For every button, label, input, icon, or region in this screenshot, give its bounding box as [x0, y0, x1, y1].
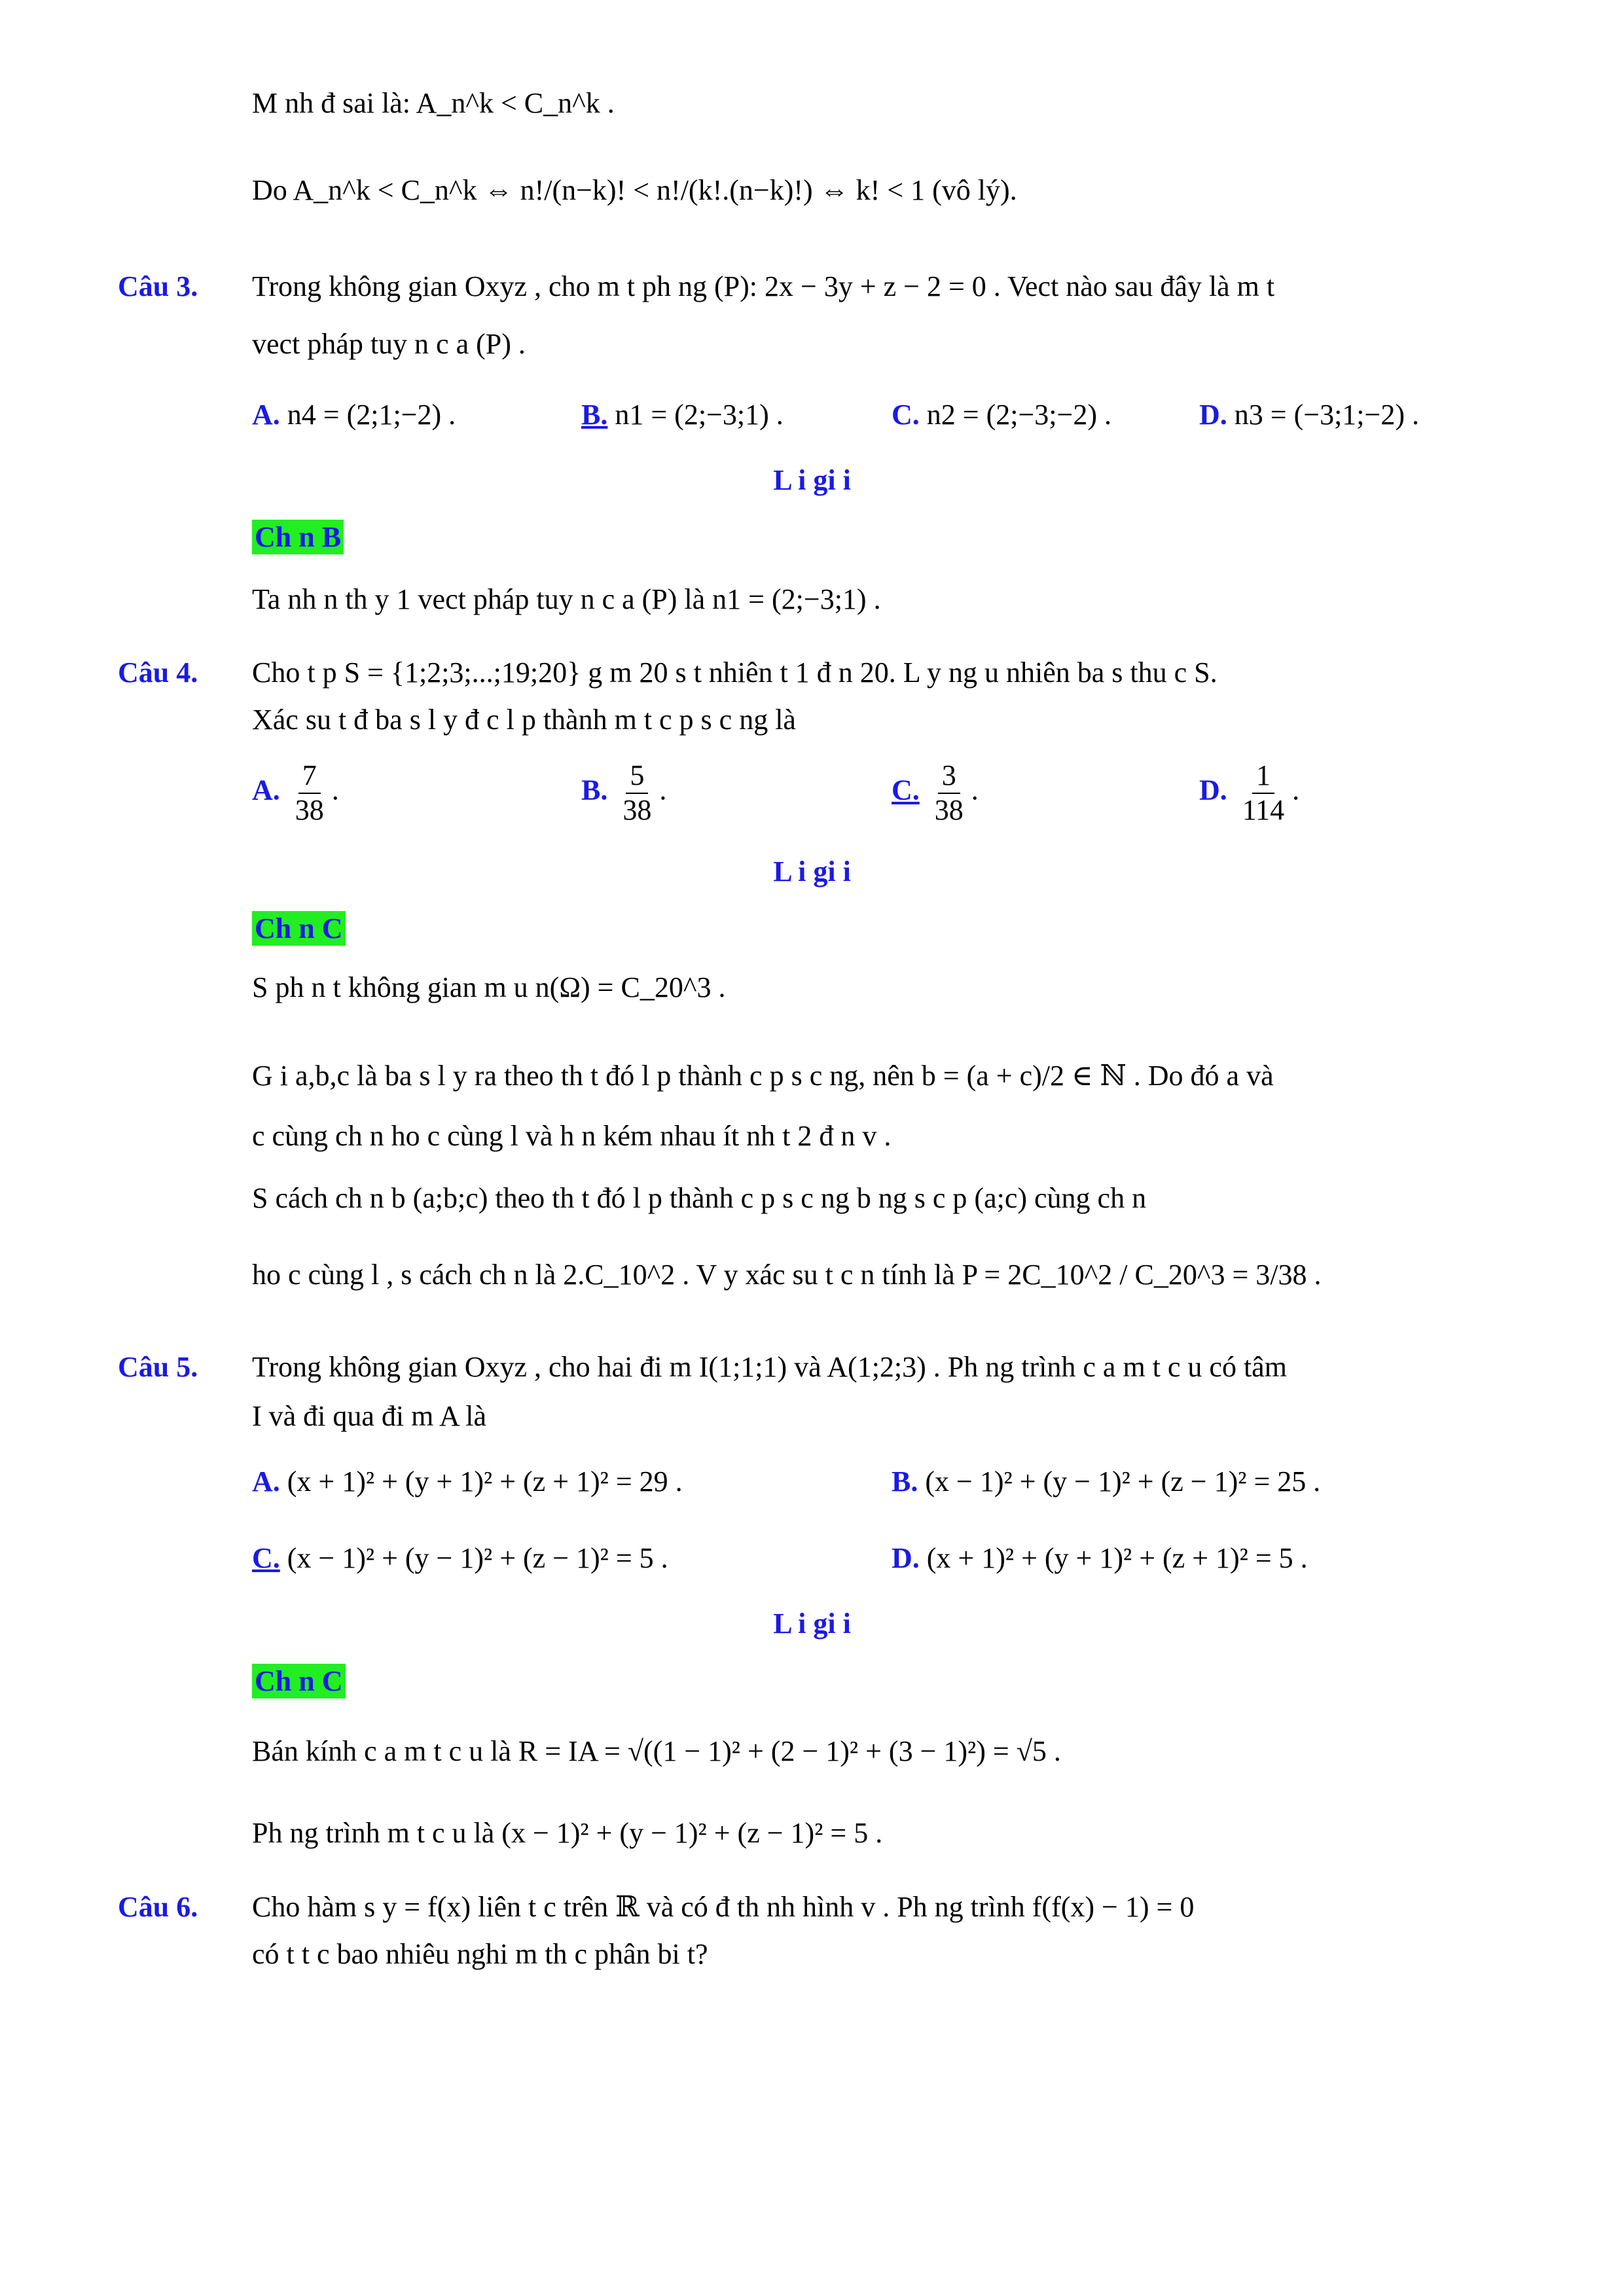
question-4-option-a: A. $\frac{7}{38}$ . [252, 759, 339, 826]
option-b-text: n1 = (2;−3;1) . [615, 399, 784, 431]
question-4-text-line-1: Cho t p S = {1;2;3;...;19;20} g m 20 s t nhiên t 1 đ n 20. L y ng u nhiên ba s thu c S. [252, 656, 1218, 689]
question-5-option-b [892, 1465, 1320, 1498]
solution-line: S cách ch n b (a;b;c) theo th t đó l p thành c p s c ng b ng s c p (a;c) cùng ch n [252, 1182, 1147, 1214]
solution-line: Ph ng trình m t c u là (x − 1)² + (y − 1)² + (z − 1)² = 5 . [252, 1817, 883, 1849]
solution-line: ho c cùng l , s cách ch n là 2.C_10^2 . V y xác su t c n tính là P = 2C_10^2 / C_20^3 = 3/38 . [252, 1259, 1322, 1291]
question-4-text-line-2: Xác su t đ ba s l y đ c l p thành m t c p s c ng là [252, 704, 796, 736]
question-6-label: Câu 6. [118, 1891, 198, 1923]
question-3-option-a [252, 398, 456, 431]
question-5-label: Câu 5. [118, 1351, 198, 1383]
option-d-label: D. [1199, 399, 1227, 431]
option-d-text: n3 = (−3;1;−2) . [1234, 399, 1419, 431]
question-5-option-a [252, 1465, 683, 1498]
option-c-label: C. [252, 1542, 280, 1574]
question-6-text-line-1: Cho hàm s y = f(x) liên t c trên ℝ và có đ th nh hình v . Ph ng trình f(f(x) − 1) = 0 [252, 1891, 1195, 1923]
option-c-text: (x − 1)² + (y − 1)² + (z − 1)² = 5 . [287, 1542, 668, 1574]
option-a-label: A. [252, 399, 280, 431]
question-3-option-d [1199, 398, 1419, 431]
option-b-text: (x − 1)² + (y − 1)² + (z − 1)² = 25 . [925, 1465, 1321, 1498]
option-d-label: D. [892, 1542, 920, 1574]
question-3-option-b [581, 398, 784, 431]
fraction: $\frac{1}{114}$ [1242, 759, 1285, 826]
question-5-text-line-1: Trong không gian Oxyz , cho hai đi m I(1;1;1) và A(1;2;3) . Ph ng trình c a m t c u có tâm [252, 1351, 1287, 1383]
option-a-label: A. [252, 1465, 280, 1498]
question-3-text-line-1: Trong không gian Oxyz , cho m t ph ng (P): 2x − 3y + z − 2 = 0 . Vect nào sau đây là m t [252, 270, 1275, 302]
question-5-text-line-2: I và đi qua đi m A là [252, 1400, 487, 1432]
solution-line: Ta nh n th y 1 vect pháp tuy n c a (P) là n1 = (2;−3;1) . [252, 583, 881, 615]
answer-tag: Ch n C [252, 1664, 346, 1698]
solution-heading: L i gi i [773, 1607, 851, 1640]
question-3-option-c [892, 398, 1111, 431]
solution-line: c cùng ch n ho c cùng l và h n kém nhau ít nh t 2 đ n v . [252, 1120, 892, 1152]
option-c-label: C. [892, 399, 920, 431]
option-a-text: n4 = (2;1;−2) . [287, 399, 456, 431]
option-c-label: C. [892, 774, 920, 806]
option-b-label: B. [581, 774, 608, 806]
question-4-option-d: D. $\frac{1}{114}$ . [1199, 759, 1300, 826]
question-6-text-line-2: có t t c bao nhiêu nghi m th c phân bi t? [252, 1938, 708, 1970]
option-a-label: A. [252, 774, 280, 806]
fraction: $\frac{7}{38}$ [295, 759, 324, 826]
proof-line: Do A_n^k < C_n^k ⇔ n!/(n−k)! < n!/(k!.(n−k)!) ⇔ k! < 1 (vô lý). [252, 174, 1017, 206]
question-5-option-d [892, 1541, 1308, 1575]
statement-line: M nh đ sai là: A_n^k < C_n^k . [252, 87, 615, 119]
fraction: $\frac{3}{38}$ [934, 759, 964, 826]
solution-line: Bán kính c a m t c u là R = IA = √((1 − 1)² + (2 − 1)² + (3 − 1)²) = √5 . [252, 1735, 1061, 1767]
question-3-text-line-2: vect pháp tuy n c a (P) . [252, 328, 526, 360]
answer-tag: Ch n C [252, 911, 346, 946]
fraction: $\frac{5}{38}$ [623, 759, 652, 826]
solution-heading: L i gi i [773, 855, 851, 888]
answer-tag: Ch n B [252, 520, 344, 554]
option-c-text: n2 = (2;−3;−2) . [926, 399, 1111, 431]
question-4-option-c: C. $\frac{3}{38}$ . [892, 759, 979, 826]
question-4-label: Câu 4. [118, 656, 198, 689]
option-d-text: (x + 1)² + (y + 1)² + (z + 1)² = 5 . [926, 1542, 1308, 1574]
option-b-label: B. [892, 1465, 918, 1498]
option-b-label: B. [581, 399, 608, 431]
question-4-option-b: B. $\frac{5}{38}$ . [581, 759, 667, 826]
option-a-text: (x + 1)² + (y + 1)² + (z + 1)² = 29 . [287, 1465, 683, 1498]
solution-line: S ph n t không gian m u n(Ω) = C_20^3 . [252, 971, 726, 1003]
solution-line: G i a,b,c là ba s l y ra theo th t đó l p thành c p s c ng, nên b = (a + c)/2 ∈ ℕ . Do đó a và [252, 1060, 1274, 1092]
solution-heading: L i gi i [773, 464, 851, 496]
option-d-label: D. [1199, 774, 1227, 806]
question-3-label: Câu 3. [118, 270, 198, 302]
question-5-option-c [252, 1541, 668, 1575]
